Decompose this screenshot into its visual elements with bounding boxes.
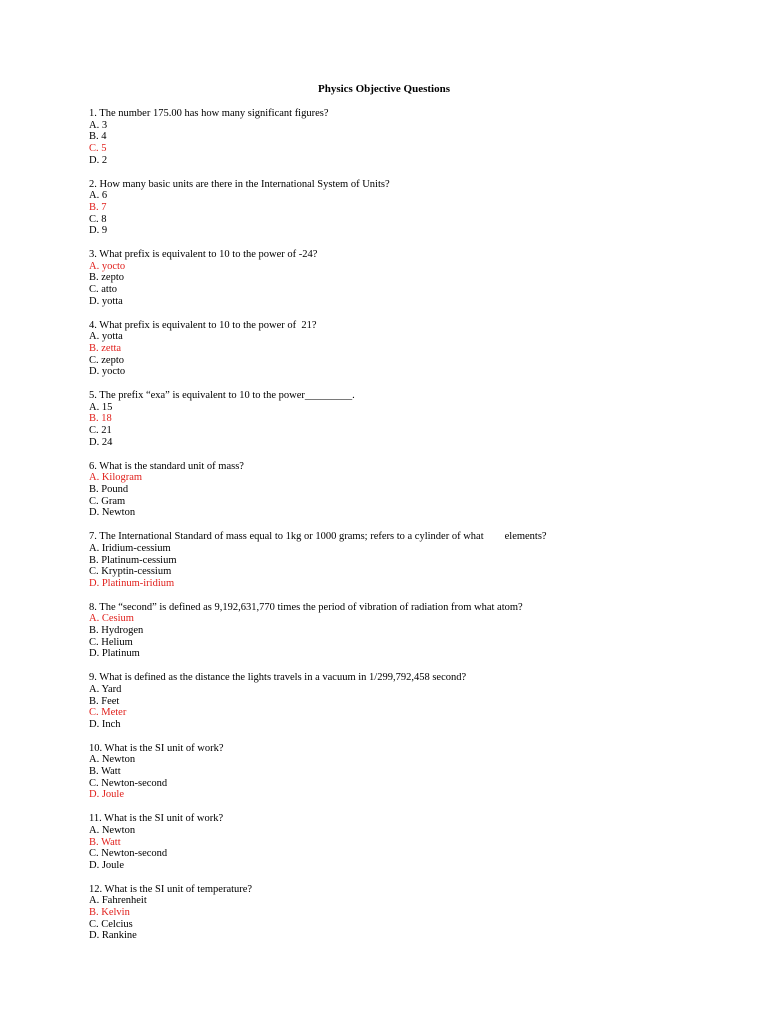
question-block xyxy=(89,672,749,731)
answer-option: D. 9 xyxy=(89,225,108,237)
question-block xyxy=(89,179,749,238)
question-block xyxy=(89,461,749,520)
correct-answer-option: A. Cesium xyxy=(89,613,134,625)
answer-option: C. Newton-second xyxy=(89,777,168,789)
answer-option: A. yotta xyxy=(89,331,123,343)
question-text: 7. The International Standard of mass equal to 1kg or 1000 grams; refers to a cylinder of what elements? xyxy=(89,531,547,543)
answer-option: D. 24 xyxy=(89,436,113,448)
answer-option: D. Platinum xyxy=(89,648,140,660)
correct-answer-option: B. Watt xyxy=(89,836,121,848)
answer-option: A. 3 xyxy=(89,119,108,131)
answer-option: D. yotta xyxy=(89,295,123,307)
answer-option: D. Newton xyxy=(89,507,136,519)
question-text: 3. What prefix is equivalent to 10 to the power of -24? xyxy=(89,249,318,261)
question-text: 4. What prefix is equivalent to 10 to the power of 21? xyxy=(89,319,317,331)
question-list xyxy=(89,108,749,954)
answer-option: C. 8 xyxy=(89,213,107,225)
answer-option: D. 2 xyxy=(89,154,108,166)
answer-option: B. Hydrogen xyxy=(89,625,144,637)
answer-option: C. Helium xyxy=(89,636,133,648)
answer-option: C. Gram xyxy=(89,495,126,507)
question-text: 6. What is the standard unit of mass? xyxy=(89,460,244,472)
answer-option: C. Newton-second xyxy=(89,848,168,860)
answer-option: B. Pound xyxy=(89,483,129,495)
question-block xyxy=(89,813,749,872)
answer-option: C. Celcius xyxy=(89,918,133,930)
question-block xyxy=(89,320,749,379)
correct-answer-option: A. yocto xyxy=(89,260,126,272)
answer-option: C. Kryptin-cessium xyxy=(89,566,172,578)
answer-option: B. Platinum-cessium xyxy=(89,554,177,566)
question-text: 1. The number 175.00 has how many significant figures? xyxy=(89,108,329,119)
answer-option: C. zepto xyxy=(89,354,124,366)
answer-option: D. Joule xyxy=(89,859,124,871)
question-block xyxy=(89,249,749,308)
answer-option: A. Newton xyxy=(89,754,136,766)
correct-answer-option: B. 18 xyxy=(89,413,112,425)
question-text: 9. What is defined as the distance the lights travels in a vacuum in 1/299,792,458 second? xyxy=(89,672,467,684)
question-text: 5. The prefix “exa” is equivalent to 10 to the power_________. xyxy=(89,390,355,402)
question-text: 2. How many basic units are there in the International System of Units? xyxy=(89,178,390,190)
correct-answer-option: B. 7 xyxy=(89,201,107,213)
question-block xyxy=(89,108,749,167)
question-block xyxy=(89,602,749,661)
page-title: Physics Objective Questions xyxy=(318,83,450,95)
correct-answer-option: C. 5 xyxy=(89,143,107,155)
question-block xyxy=(89,531,749,590)
correct-answer-option: D. Joule xyxy=(89,789,124,801)
question-text: 8. The “second” is defined as 9,192,631,770 times the period of vibration of radiation from what atom? xyxy=(89,601,523,613)
answer-option: A. Newton xyxy=(89,824,136,836)
answer-option: A. 6 xyxy=(89,190,108,202)
answer-option: C. atto xyxy=(89,284,117,296)
question-text: 12. What is the SI unit of temperature? xyxy=(89,883,253,895)
correct-answer-option: D. Platinum-iridium xyxy=(89,577,175,589)
answer-option: D. Inch xyxy=(89,718,121,730)
answer-option: D. Rankine xyxy=(89,930,137,942)
answer-option: A. Yard xyxy=(89,683,122,695)
answer-option: A. Iridium-cessium xyxy=(89,542,171,554)
answer-option: B. Watt xyxy=(89,766,121,778)
answer-option: A. 15 xyxy=(89,401,113,413)
question-text: 10. What is the SI unit of work? xyxy=(89,742,224,754)
answer-option: A. Fahrenheit xyxy=(89,895,147,907)
question-block xyxy=(89,884,749,943)
correct-answer-option: B. zetta xyxy=(89,342,122,354)
answer-option: C. 21 xyxy=(89,425,112,437)
answer-option: D. yocto xyxy=(89,366,126,378)
answer-option: B. zepto xyxy=(89,272,124,284)
correct-answer-option: C. Meter xyxy=(89,707,127,719)
question-text: 11. What is the SI unit of work? xyxy=(89,813,224,825)
answer-option: B. 4 xyxy=(89,131,107,143)
correct-answer-option: A. Kilogram xyxy=(89,472,143,484)
answer-option: B. Feet xyxy=(89,695,120,707)
correct-answer-option: B. Kelvin xyxy=(89,907,130,919)
question-block xyxy=(89,743,749,802)
question-block xyxy=(89,390,749,449)
